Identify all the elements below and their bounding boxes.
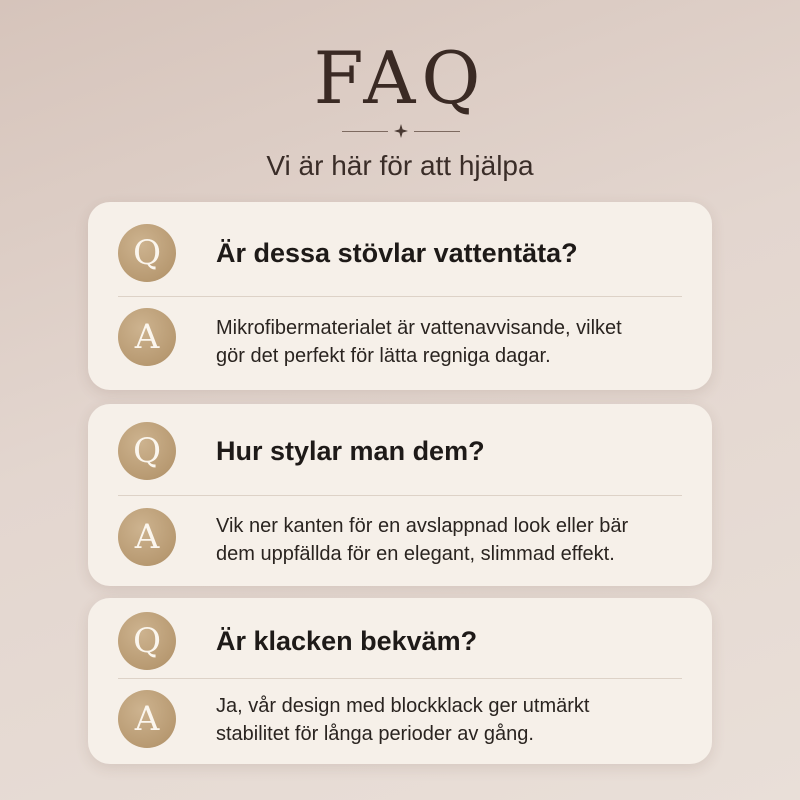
answer-badge: A — [118, 308, 176, 366]
faq-answer-line: dem uppfällda för en elegant, slimmad effekt. — [216, 543, 615, 565]
title-divider — [342, 122, 460, 140]
faq-card[interactable] — [88, 598, 712, 764]
faq-card[interactable] — [88, 404, 712, 586]
answer-badge: A — [118, 508, 176, 566]
faq-answer — [216, 314, 686, 370]
faq-header — [0, 0, 800, 200]
question-badge: Q — [118, 612, 176, 670]
faq-answer — [216, 692, 686, 748]
card-divider — [118, 678, 682, 679]
answer-badge: A — [118, 690, 176, 748]
page-subtitle: Vi är här för att hjälpa — [266, 150, 534, 181]
card-divider — [118, 495, 682, 496]
faq-question: Är klacken bekväm? — [216, 626, 478, 656]
divider-line-left — [342, 131, 388, 132]
card-divider — [118, 296, 682, 297]
faq-answer — [216, 512, 686, 568]
divider-line-right — [414, 131, 460, 132]
diamond-star-icon — [394, 124, 408, 138]
faq-answer-line: Ja, vår design med blockklack ger utmärkt — [216, 695, 590, 717]
page-title: FAQ — [313, 36, 487, 120]
faq-answer-line: stabilitet för långa perioder av gång. — [216, 723, 534, 745]
faq-answer-line: gör det perfekt för lätta regniga dagar. — [216, 345, 551, 367]
faq-question: Är dessa stövlar vattentäta? — [216, 238, 578, 268]
question-badge: Q — [118, 422, 176, 480]
faq-card[interactable] — [88, 202, 712, 390]
faq-answer-line: Mikrofibermaterialet är vattenavvisande, vilket — [216, 317, 622, 339]
faq-question: Hur stylar man dem? — [216, 436, 485, 466]
faq-answer-line: Vik ner kanten för en avslappnad look eller bär — [216, 515, 629, 537]
question-badge: Q — [118, 224, 176, 282]
